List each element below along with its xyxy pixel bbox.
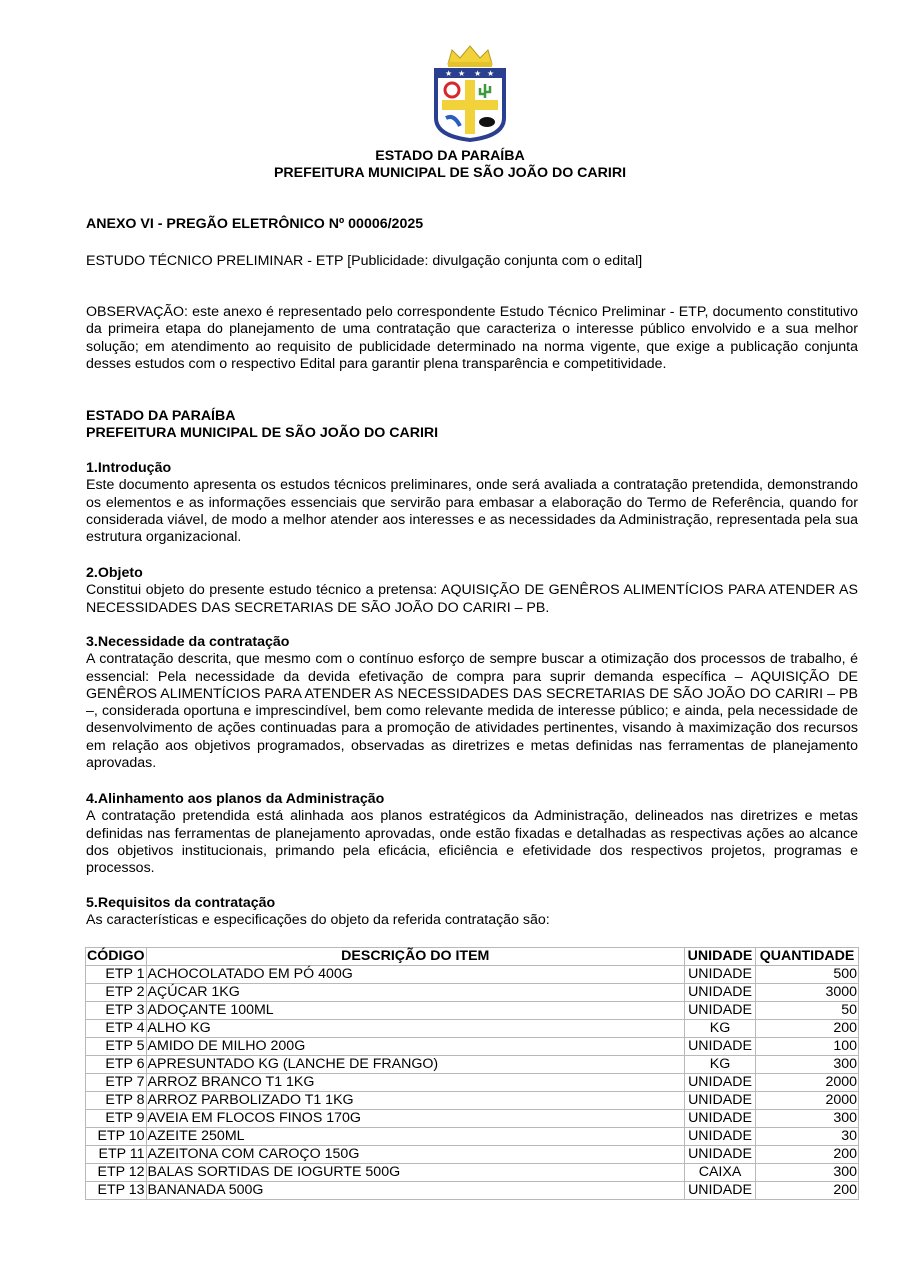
annex-title: ANEXO VI - PREGÃO ELETRÔNICO Nº 00006/2025 — [86, 216, 424, 232]
item-unit: UNIDADE — [685, 966, 756, 984]
item-unit: UNIDADE — [685, 1146, 756, 1164]
item-unit: UNIDADE — [685, 1038, 756, 1056]
section-title: 2.Objeto — [86, 565, 143, 581]
item-unit: UNIDADE — [685, 1002, 756, 1020]
table-row — [86, 1110, 859, 1128]
item-description: BALAS SORTIDAS DE IOGURTE 500G — [146, 1164, 684, 1182]
section-body: Este documento apresenta os estudos técnicos preliminares, onde será avaliada a contratação pretendida, demonstrando os elementos e as informações essenciais que servirão para embasar a elaboração do Termo de Referência, quando for considerada viável, de modo a melhor atender aos interesses e as necessidades da Administração, representada pela sua estrutura organizacional. — [86, 477, 858, 546]
section-introduction — [86, 460, 858, 546]
item-quantity: 200 — [756, 1182, 859, 1200]
section-title: 1.Introdução — [86, 460, 172, 476]
table-row — [86, 1020, 859, 1038]
items-table — [85, 947, 859, 1200]
table-row — [86, 1182, 859, 1200]
header-state: ESTADO DA PARAÍBA — [375, 148, 525, 164]
second-header-state: ESTADO DA PARAÍBA — [86, 408, 236, 424]
column-header-description: DESCRIÇÃO DO ITEM — [146, 948, 684, 966]
item-code: ETP 4 — [86, 1020, 147, 1038]
section-title: 5.Requisitos da contratação — [86, 895, 276, 911]
table-row — [86, 966, 859, 984]
table-row — [86, 984, 859, 1002]
section-need — [86, 634, 858, 772]
section-body: As características e especificações do objeto da referida contratação são: — [86, 912, 550, 929]
column-header-code: CÓDIGO — [87, 948, 145, 964]
svg-text:★: ★ — [445, 69, 453, 78]
item-description: ADOÇANTE 100ML — [146, 1002, 684, 1020]
table-row — [86, 1074, 859, 1092]
item-quantity: 30 — [756, 1128, 859, 1146]
table-row — [86, 1128, 859, 1146]
item-description: ARROZ PARBOLIZADO T1 1KG — [146, 1092, 684, 1110]
item-unit: UNIDADE — [685, 1074, 756, 1092]
item-code: ETP 1 — [86, 966, 147, 984]
item-quantity: 200 — [756, 1146, 859, 1164]
item-code: ETP 6 — [86, 1056, 147, 1074]
table-row — [86, 1038, 859, 1056]
document-header — [0, 148, 900, 182]
item-quantity: 3000 — [756, 984, 859, 1002]
observation-paragraph: OBSERVAÇÃO: este anexo é representado pelo correspondente Estudo Técnico Preliminar - ETP, documento constitutivo da primeira etapa do planejamento de uma contratação que caracteriza o interesse público envolvido e a sua melhor solução; em atendimento ao requisito de publicidade determinado na norma vigente, que exige a publicação conjunta desses estudos com o respectivo Edital para garantir plena transparência e competitividade. — [86, 304, 858, 372]
item-code: ETP 12 — [86, 1164, 147, 1182]
item-quantity: 100 — [756, 1038, 859, 1056]
item-code: ETP 5 — [86, 1038, 147, 1056]
item-description: BANANADA 500G — [146, 1182, 684, 1200]
svg-text:★: ★ — [458, 69, 466, 78]
item-quantity: 2000 — [756, 1074, 859, 1092]
table-row — [86, 1056, 859, 1074]
section-body: Constitui objeto do presente estudo técnico a pretensa: AQUISIÇÃO DE GENÊROS ALIMENTÍCIOS PARA ATENDER AS NECESSIDADES DAS SECRETARIAS DE SÃO JOÃO DO CARIRI – PB. — [86, 582, 858, 616]
column-header-unit: UNIDADE — [685, 948, 756, 966]
item-quantity: 300 — [756, 1056, 859, 1074]
item-unit: KG — [685, 1056, 756, 1074]
item-unit: UNIDADE — [685, 1182, 756, 1200]
item-code: ETP 8 — [86, 1092, 147, 1110]
table-row — [86, 1092, 859, 1110]
item-unit: UNIDADE — [685, 1128, 756, 1146]
item-quantity: 500 — [756, 966, 859, 984]
item-quantity: 200 — [756, 1020, 859, 1038]
item-unit: UNIDADE — [685, 1092, 756, 1110]
item-code: ETP 7 — [86, 1074, 147, 1092]
svg-text:★: ★ — [487, 69, 495, 78]
item-description: AVEIA EM FLOCOS FINOS 170G — [146, 1110, 684, 1128]
item-description: AÇÚCAR 1KG — [146, 984, 684, 1002]
item-description: AZEITE 250ML — [146, 1128, 684, 1146]
table-header-row — [86, 948, 859, 966]
item-description: ACHOCOLATADO EM PÓ 400G — [146, 966, 684, 984]
item-unit: UNIDADE — [685, 1110, 756, 1128]
item-code: ETP 10 — [86, 1128, 147, 1146]
item-code: ETP 13 — [86, 1182, 147, 1200]
item-code: ETP 3 — [86, 1002, 147, 1020]
item-quantity: 2000 — [756, 1092, 859, 1110]
item-quantity: 300 — [756, 1110, 859, 1128]
item-code: ETP 9 — [86, 1110, 147, 1128]
header-municipality: PREFEITURA MUNICIPAL DE SÃO JOÃO DO CARIRI — [273, 165, 627, 181]
table-row — [86, 1164, 859, 1182]
column-header-quantity: QUANTIDADE — [756, 948, 859, 966]
item-description: ALHO KG — [146, 1020, 684, 1038]
item-unit: KG — [685, 1020, 756, 1038]
item-quantity: 300 — [756, 1164, 859, 1182]
item-description: AZEITONA COM CAROÇO 150G — [146, 1146, 684, 1164]
section-object — [86, 565, 858, 617]
item-description: ARROZ BRANCO T1 1KG — [146, 1074, 684, 1092]
svg-text:★: ★ — [474, 69, 482, 78]
item-unit: CAIXA — [685, 1164, 756, 1182]
municipal-crest-logo — [428, 42, 512, 146]
section-alignment — [86, 791, 858, 877]
second-header-municipality: PREFEITURA MUNICIPAL DE SÃO JOÃO DO CARIRI — [86, 425, 439, 442]
section-body: A contratação pretendida está alinhada aos planos estratégicos da Administração, delineados nas diretrizes e metas definidas nas ferramentas de planejamento aprovadas, onde estão fixadas e detalhadas as respectivas ações ao alcance dos objetivos institucionais, primando pela eficácia, eficiência e efetividade dos respectivos projetos, programas e processos. — [86, 808, 858, 877]
item-description: APRESUNTADO KG (LANCHE DE FRANGO) — [146, 1056, 684, 1074]
item-quantity: 50 — [756, 1002, 859, 1020]
table-row — [86, 1002, 859, 1020]
table-row — [86, 1146, 859, 1164]
item-code: ETP 11 — [86, 1146, 147, 1164]
item-code: ETP 2 — [86, 984, 147, 1002]
section-title: 3.Necessidade da contratação — [86, 634, 290, 650]
item-description: AMIDO DE MILHO 200G — [146, 1038, 684, 1056]
item-unit: UNIDADE — [685, 984, 756, 1002]
section-title: 4.Alinhamento aos planos da Administração — [86, 791, 385, 807]
document-subtitle: ESTUDO TÉCNICO PRELIMINAR - ETP [Publicidade: divulgação conjunta com o edital] — [86, 253, 643, 269]
second-header — [86, 408, 858, 443]
section-requirements — [86, 895, 858, 930]
section-body: A contratação descrita, que mesmo com o contínuo esforço de sempre buscar a otimização dos processos de trabalho, é essencial: Pela necessidade da devida efetivação de compra para suprir demanda específica – AQUISIÇÃO DE GENÊROS ALIMENTÍCIOS PARA ATENDER AS NECESSIDADES DAS SECRETARIAS DE SÃO JOÃO DO CARIRI – PB –, considerada oportuna e imprescindível, bem como relevante medida de interesse público; e ainda, pela necessidade de desenvolvimento de ações continuadas para a promoção de atividades pertinentes, visando à maximização dos recursos em relação aos objetivos programados, observadas as diretrizes e metas definidas nas ferramentas de planejamento aprovadas. — [86, 651, 858, 772]
